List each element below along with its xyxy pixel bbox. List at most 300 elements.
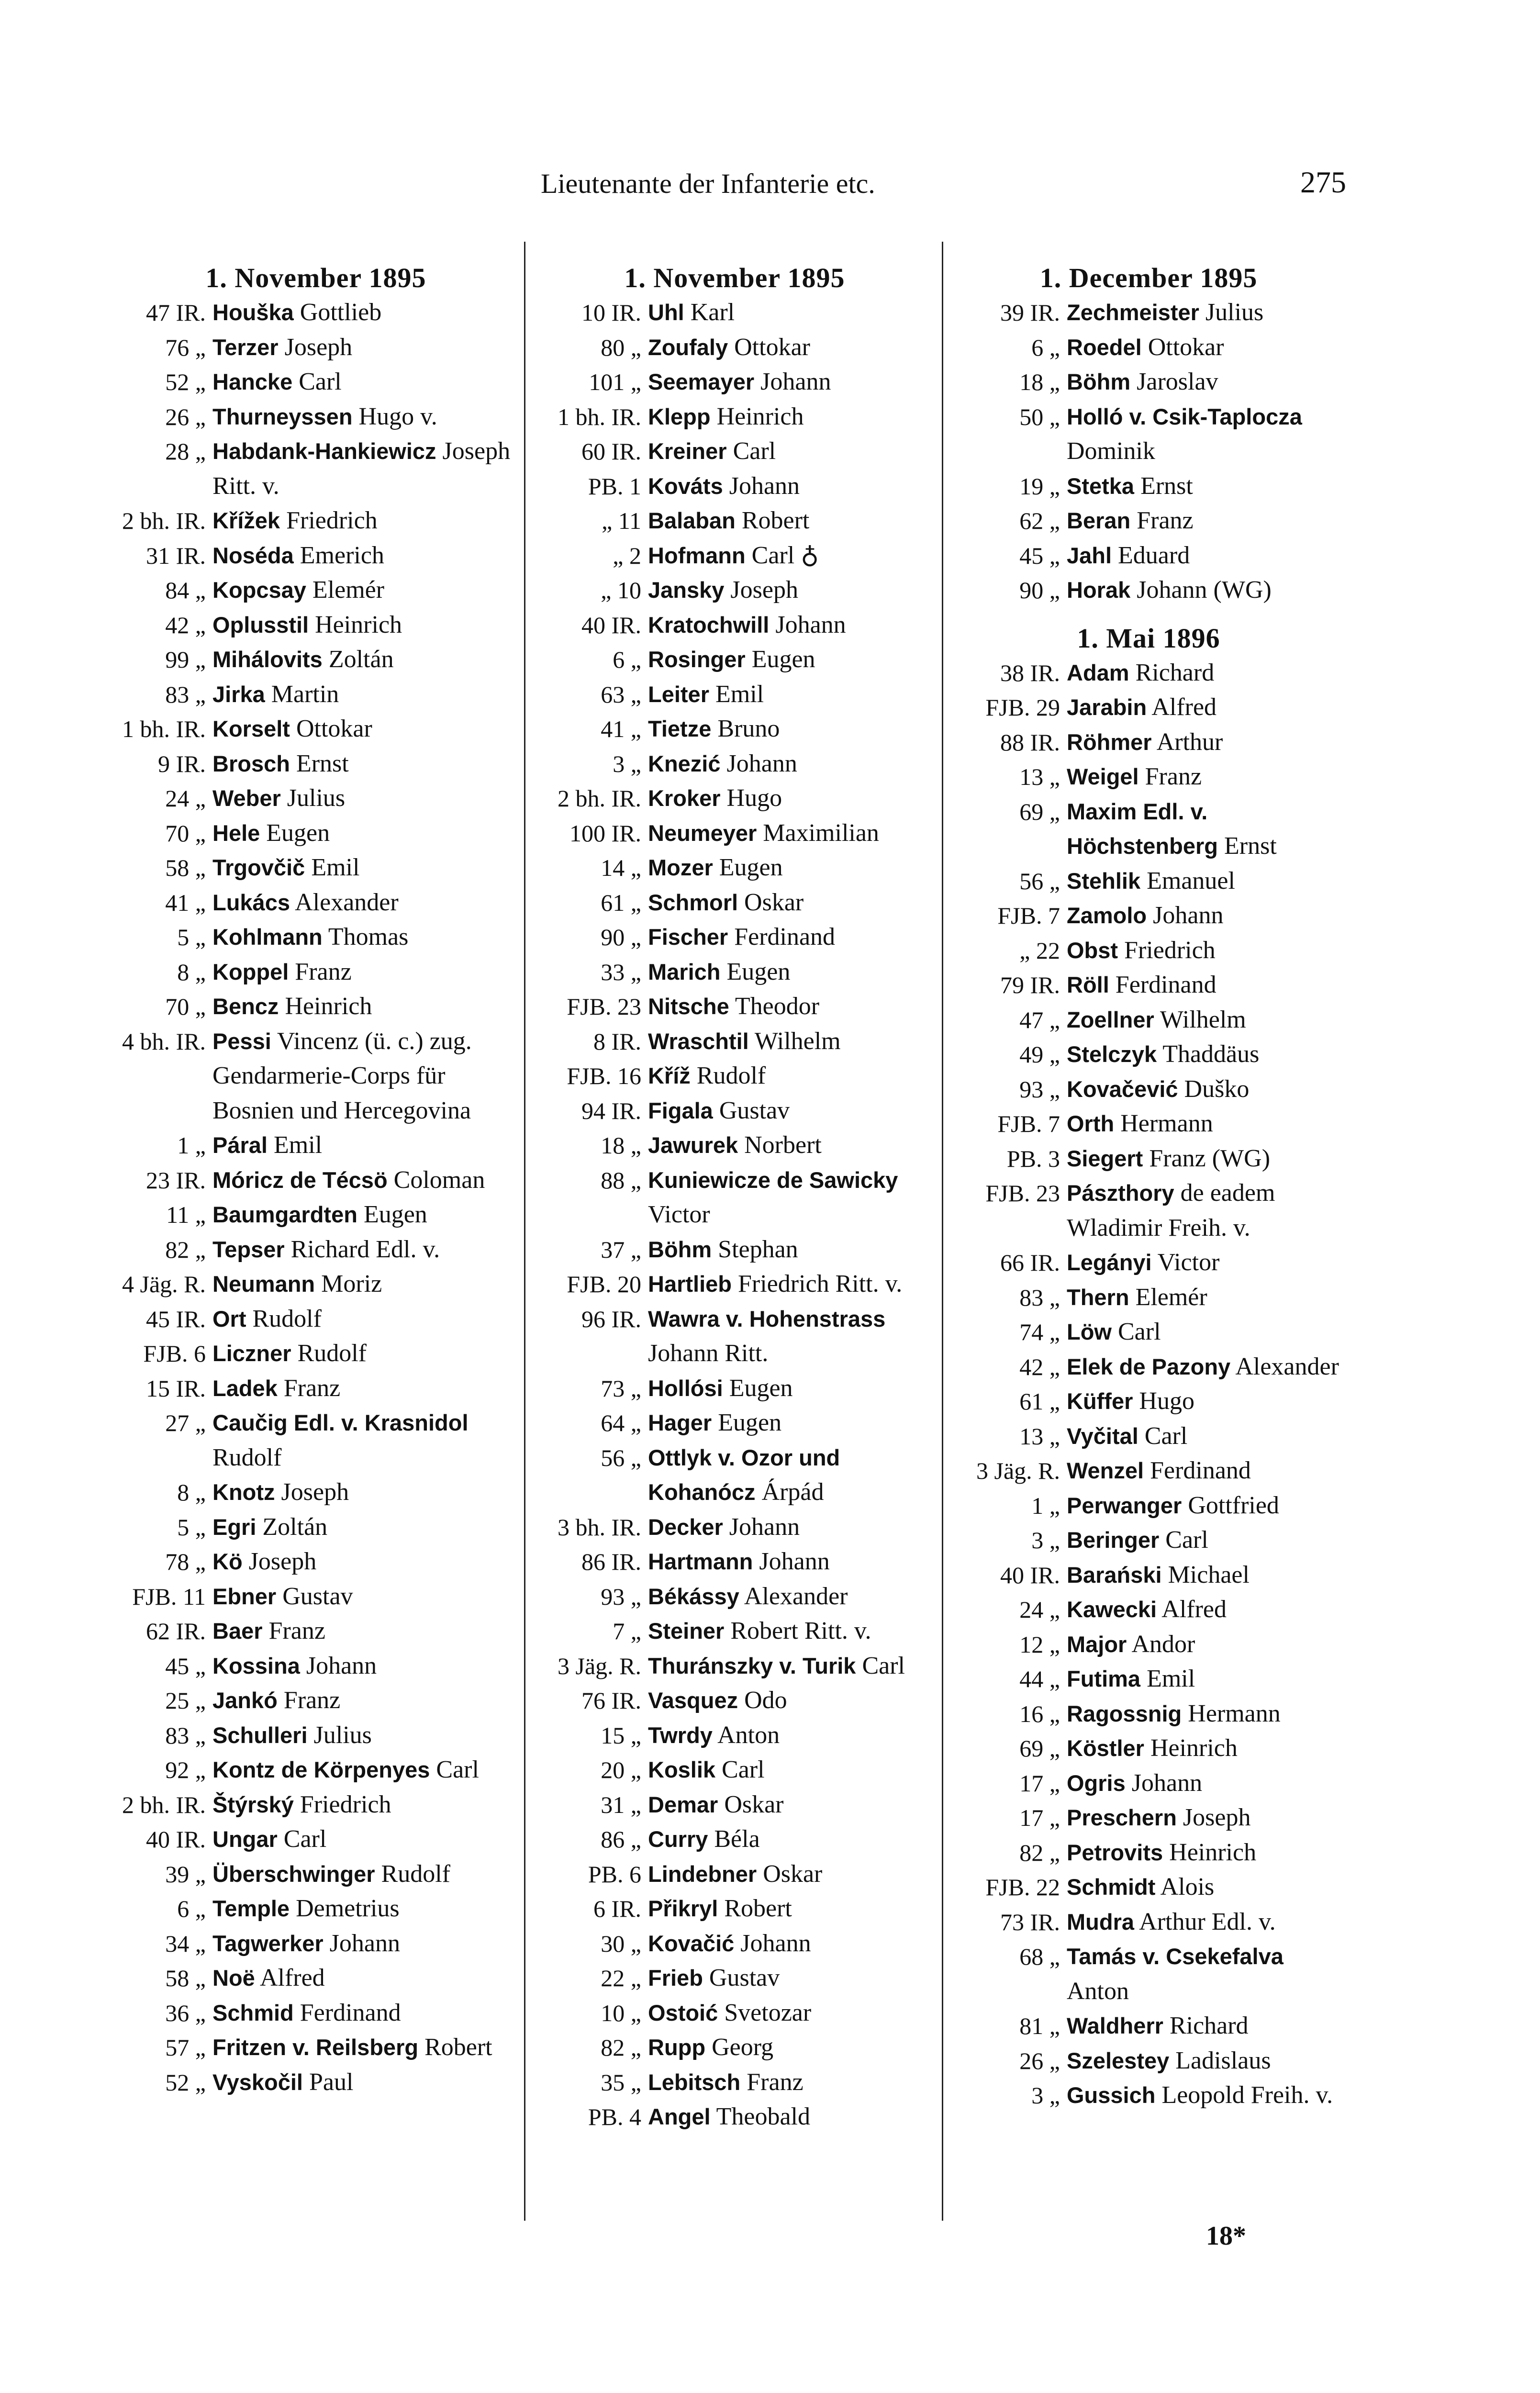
unit-number: 82 „ [1019, 1839, 1060, 1866]
list-item [950, 1697, 1347, 1732]
given-name: Zoltán [262, 1513, 328, 1541]
given-name: Ladislaus [1175, 2046, 1271, 2074]
unit-number: FJB. 11 [132, 1583, 206, 1610]
given-name: Carl [1165, 1526, 1208, 1554]
given-name: Anton [717, 1721, 780, 1749]
surname: Mihálovits [212, 647, 323, 672]
officer-name [1067, 1454, 1347, 1488]
list-item [531, 1406, 938, 1441]
given-name: Alfred [1161, 1596, 1227, 1623]
surname: Löw [1067, 1319, 1112, 1344]
officer-name [648, 1441, 938, 1510]
officer-name [1067, 1627, 1347, 1662]
unit-number: 52 „ [165, 369, 206, 395]
list-item [531, 1683, 938, 1718]
list-item [950, 1315, 1347, 1350]
surname: Egri [212, 1514, 257, 1540]
unit-number: 88 „ [601, 1166, 641, 1194]
given-name: Emanuel [1147, 867, 1235, 895]
given-name: Heinrich [285, 993, 372, 1020]
given-name: Johann [306, 1652, 377, 1679]
page-number: 275 [1300, 165, 1346, 199]
unit-number: 58 „ [165, 854, 206, 881]
surname: Tepser [212, 1236, 285, 1262]
surname: Liczner [212, 1341, 291, 1366]
officer-name [648, 1579, 938, 1614]
given-name: Bruno [717, 715, 780, 742]
surname: Marich [648, 959, 721, 984]
surname: Steiner [648, 1618, 725, 1644]
list-item [950, 1662, 1347, 1697]
given-name: Ernst [1140, 472, 1193, 500]
section-heading: 1. November 1895 [624, 262, 845, 293]
officer-name [648, 538, 938, 573]
unit-number: PB. 1 [588, 472, 641, 500]
surname: Kö [212, 1549, 243, 1574]
surname: Leiter [648, 681, 709, 707]
given-name: Eugen [719, 854, 783, 881]
given-name: Carl ♁ [751, 541, 819, 569]
unit-number: 7 „ [613, 1618, 641, 1644]
unit-number: 69 „ [1019, 798, 1060, 825]
unit-number: 40 IR. [1000, 1561, 1060, 1588]
given-name: Ferdinand [734, 923, 836, 950]
list-item [531, 1753, 938, 1788]
list-item [531, 2030, 938, 2065]
unit-number: 63 „ [601, 681, 641, 708]
given-name: Thomas [328, 923, 409, 950]
given-name: Johann Ritt. [648, 1340, 769, 1367]
unit-number: 1 bh. IR. [558, 403, 641, 430]
list-item [110, 434, 522, 503]
officer-name [1067, 400, 1347, 469]
surname: Schmorl [648, 889, 738, 915]
surname: Kratochwill [648, 612, 770, 637]
officer-name [212, 1857, 522, 1892]
unit-number: 57 „ [165, 2034, 206, 2061]
list-item [531, 434, 938, 469]
unit-number: 6 „ [1031, 334, 1060, 361]
surname: Obst [1067, 937, 1118, 963]
given-name: Rudolf [696, 1062, 766, 1089]
given-name: Heinrich [716, 403, 804, 430]
officer-name [648, 1059, 938, 1094]
officer-name [1067, 1384, 1347, 1419]
unit-number: 99 „ [165, 646, 206, 673]
given-name: Eugen [751, 646, 815, 673]
list-item [531, 1163, 938, 1232]
list-item [110, 538, 522, 573]
surname: Knezić [648, 750, 721, 776]
unit-number: 61 „ [601, 889, 641, 916]
list-item [110, 1753, 522, 1788]
officer-name [212, 295, 522, 330]
list-item [950, 1870, 1347, 1905]
officer-name [648, 434, 938, 469]
signature-mark: 18* [1206, 2221, 1246, 2251]
list-item [531, 1926, 938, 1961]
list-item [110, 1649, 522, 1684]
unit-number: 61 „ [1019, 1388, 1060, 1415]
given-name: Eugen [729, 1374, 793, 1402]
officer-name [1067, 2044, 1347, 2079]
surname: Siegert [1067, 1145, 1143, 1171]
given-name: Béla [714, 1825, 760, 1853]
given-name: Johann [760, 368, 831, 395]
given-name: Moriz [321, 1270, 382, 1297]
officer-name [648, 2065, 938, 2100]
unit-number: 44 „ [1019, 1666, 1060, 1692]
given-name: Hugo v. [358, 403, 437, 430]
unit-number: 22 „ [601, 1965, 641, 1991]
surname: Pászthory [1067, 1180, 1174, 1206]
given-name: Alexander [295, 888, 399, 916]
list-item [531, 885, 938, 920]
given-name: Joseph [281, 1478, 349, 1506]
surname: Baer [212, 1618, 263, 1644]
officer-name [1067, 725, 1347, 760]
officer-name [1067, 1800, 1347, 1835]
list-item [531, 1024, 938, 1059]
officer-name [648, 1926, 938, 1961]
officer-name [212, 747, 522, 782]
surname: Thuránszky v. Turik [648, 1653, 856, 1678]
given-name: Theobald [716, 2103, 810, 2130]
surname: Stelczyk [1067, 1041, 1157, 1067]
officer-name [648, 1996, 938, 2031]
officer-name [212, 1024, 522, 1129]
surname: Küffer [1067, 1388, 1133, 1414]
officer-name [212, 989, 522, 1024]
officer-name [1067, 503, 1347, 538]
officer-name [212, 1926, 522, 1961]
given-name: Leopold Freih. v. [1161, 2081, 1333, 2109]
officer-name [1067, 1905, 1347, 1940]
given-name: Theodor [735, 993, 820, 1020]
surname: Seemayer [648, 369, 755, 394]
officer-name [1067, 2009, 1347, 2044]
unit-number: 18 „ [1019, 369, 1060, 395]
officer-name [648, 1371, 938, 1406]
surname: Hele [212, 820, 260, 846]
list-item [531, 1788, 938, 1823]
surname: Tietze [648, 716, 712, 741]
given-name: de eadem Wladimir Freih. v. [1067, 1179, 1275, 1241]
officer-name [1067, 1835, 1347, 1870]
surname: Hancke [212, 369, 293, 394]
given-name: Johann [1131, 1769, 1203, 1797]
unit-number: 8 IR. [593, 1028, 641, 1055]
officer-name [1067, 1280, 1347, 1315]
list-item [950, 864, 1347, 899]
list-item [110, 920, 522, 955]
officer-name [212, 1788, 522, 1823]
unit-number: 50 „ [1019, 403, 1060, 430]
officer-name [648, 1510, 938, 1545]
unit-number: 45 IR. [146, 1305, 206, 1332]
surname: Böhm [648, 1236, 712, 1262]
list-item [531, 1371, 938, 1406]
given-name: Jaroslav [1137, 368, 1218, 395]
surname: Kováts [648, 473, 723, 499]
unit-number: 3 Jäg. R. [558, 1652, 641, 1679]
given-name: Eugen [363, 1201, 427, 1228]
list-item [110, 1718, 522, 1753]
surname: Horak [1067, 577, 1131, 603]
officer-name [212, 1718, 522, 1753]
unit-number: 2 bh. IR. [122, 1791, 206, 1818]
unit-number: 83 „ [165, 681, 206, 708]
officer-name [648, 2100, 938, 2135]
officer-name [212, 1614, 522, 1649]
unit-number: 31 „ [601, 1791, 641, 1818]
surname: Thurneyssen [212, 403, 353, 429]
surname: Elek de Pazony [1067, 1353, 1231, 1379]
unit-number: „ 11 [602, 507, 641, 534]
list-item [531, 608, 938, 643]
surname: Tagwerker [212, 1930, 324, 1956]
column-divider [942, 242, 943, 2221]
officer-name [212, 642, 522, 677]
list-item [531, 920, 938, 955]
list-item [110, 503, 522, 538]
given-name: Gustav [709, 1964, 780, 1991]
section-heading: 1. November 1895 [205, 262, 426, 293]
given-name: Arthur Edl. v. [1139, 1908, 1276, 1935]
list-item [950, 295, 1347, 330]
officer-name [212, 1232, 522, 1267]
officer-name [648, 400, 938, 435]
given-name: Arthur [1156, 728, 1223, 756]
surname: Vyskočil [212, 2069, 303, 2095]
given-name: Joseph [730, 576, 798, 604]
given-name: Georg [712, 2034, 774, 2061]
given-name: Zoltán [328, 646, 394, 673]
given-name: Johann [329, 1929, 400, 1957]
unit-number: 30 „ [601, 1930, 641, 1957]
officer-name [1067, 1245, 1347, 1280]
list-item [950, 1731, 1347, 1766]
list-item [950, 538, 1347, 573]
list-item [950, 1523, 1347, 1558]
surname: Perwanger [1067, 1492, 1182, 1518]
surname: Kovačić [648, 1930, 735, 1956]
surname: Schmidt [1067, 1874, 1156, 1900]
unit-number: 11 „ [166, 1201, 206, 1228]
officer-name [648, 1232, 938, 1267]
list-item [531, 503, 938, 538]
column-3 [950, 261, 1347, 2113]
unit-number: FJB. 7 [997, 902, 1060, 929]
given-name: Gustav [719, 1096, 790, 1124]
list-item [531, 469, 938, 504]
officer-name [1067, 2078, 1347, 2113]
surname: Fischer [648, 924, 728, 950]
unit-number: 66 IR. [1000, 1249, 1060, 1276]
officer-name [648, 989, 938, 1024]
given-name: Odo [744, 1687, 787, 1714]
unit-number: 3 „ [1031, 1527, 1060, 1554]
given-name: Wilhelm [1160, 1006, 1246, 1033]
surname: Ungar [212, 1826, 278, 1852]
surname: Lukács [212, 889, 290, 915]
officer-name [212, 330, 522, 365]
officer-name [212, 850, 522, 885]
given-name: Johann [740, 1929, 811, 1957]
unit-number: 31 IR. [146, 542, 206, 569]
officer-name [648, 1094, 938, 1129]
given-name: Richard [1135, 659, 1215, 686]
officer-name [648, 330, 938, 365]
surname: Ort [212, 1306, 246, 1331]
given-name: Emil [273, 1131, 323, 1159]
officer-name [212, 503, 522, 538]
list-item [110, 1336, 522, 1371]
list-item [950, 656, 1347, 691]
surname: Uhl [648, 300, 684, 325]
list-item [110, 885, 522, 920]
given-name: Gustav [282, 1582, 353, 1610]
unit-number: 36 „ [165, 1999, 206, 2026]
surname: Křížek [212, 508, 280, 533]
unit-number: FJB. 23 [985, 1180, 1060, 1207]
officer-name [212, 920, 522, 955]
list-item [110, 989, 522, 1024]
list-item [110, 781, 522, 816]
unit-number: 86 IR. [581, 1548, 641, 1575]
unit-number: 37 „ [601, 1236, 641, 1263]
given-name: Carl [722, 1756, 765, 1783]
list-item [110, 1614, 522, 1649]
officer-name [212, 365, 522, 400]
unit-number: 90 „ [1019, 577, 1060, 604]
surname: Kuniewicze de Sawicky [648, 1167, 898, 1193]
officer-name [1067, 469, 1347, 504]
unit-number: 15 „ [601, 1722, 641, 1749]
given-name: Eugen [718, 1409, 782, 1436]
given-name: Joseph [1183, 1804, 1251, 1831]
officer-name [648, 1128, 938, 1163]
list-item [531, 1857, 938, 1892]
officer-name [648, 1788, 938, 1823]
given-name: Andor [1131, 1630, 1195, 1658]
list-item [950, 760, 1347, 794]
surname: Koppel [212, 959, 289, 984]
list-item [531, 538, 938, 573]
surname: Stetka [1067, 473, 1135, 499]
given-name: Johann [759, 1548, 830, 1575]
surname: Terzer [212, 334, 279, 360]
surname: Weber [212, 785, 281, 811]
officer-name [212, 1649, 522, 1684]
officer-name [648, 1267, 938, 1302]
given-name: Alexander [1235, 1353, 1339, 1380]
officer-name [648, 1024, 938, 1059]
surname: Schmid [212, 2000, 294, 2025]
unit-number: 5 „ [177, 1513, 206, 1541]
given-name: Carl [299, 368, 342, 395]
officer-name [1067, 656, 1347, 691]
unit-number: 73 „ [601, 1375, 641, 1402]
officer-name [1067, 1350, 1347, 1385]
officer-name [1067, 1141, 1347, 1176]
officer-name [648, 295, 938, 330]
list-item [110, 1683, 522, 1718]
surname: Zechmeister [1067, 300, 1199, 325]
given-name: Johann [729, 1513, 800, 1541]
unit-number: 83 „ [165, 1722, 206, 1749]
surname: Fritzen v. Reilsberg [212, 2035, 419, 2060]
surname: Stehlik [1067, 868, 1141, 894]
officer-name [648, 712, 938, 747]
unit-number: 49 „ [1019, 1041, 1060, 1068]
list-item [110, 1857, 522, 1892]
unit-number: 96 IR. [581, 1305, 641, 1332]
surname: Pessi [212, 1028, 271, 1054]
given-name: Emil [311, 854, 360, 881]
surname: Ragossnig [1067, 1700, 1182, 1726]
list-item [950, 725, 1347, 760]
officer-name [648, 1406, 938, 1441]
list-item [110, 955, 522, 990]
surname: Curry [648, 1826, 708, 1852]
given-name: Franz [283, 1374, 341, 1402]
surname: Trgovčič [212, 855, 305, 880]
unit-number: 17 „ [1019, 1769, 1060, 1797]
given-name: Oskar [724, 1790, 784, 1818]
officer-name [1067, 1003, 1347, 1038]
officer-name [1067, 1419, 1347, 1454]
list-item [531, 781, 938, 816]
list-item [531, 989, 938, 1024]
unit-number: 6 „ [177, 1895, 206, 1922]
officer-name [212, 2065, 522, 2100]
list-item [110, 1510, 522, 1545]
list-item [950, 1107, 1347, 1141]
officer-name [648, 816, 938, 851]
unit-number: 4 Jäg. R. [122, 1271, 206, 1297]
list-item [110, 712, 522, 747]
officer-name [212, 1544, 522, 1579]
given-name: Emil [715, 680, 764, 708]
given-name: Rudolf [381, 1860, 450, 1888]
officer-name [1067, 1072, 1347, 1107]
list-item [110, 400, 522, 435]
unit-number: 10 „ [601, 1999, 641, 2026]
list-item [110, 1197, 522, 1232]
surname: Thern [1067, 1284, 1129, 1310]
unit-number: 101 „ [589, 369, 641, 395]
list-item [531, 1649, 938, 1684]
officer-name [1067, 1766, 1347, 1801]
given-name: Maximilian [763, 819, 879, 847]
unit-number: 38 IR. [1000, 659, 1060, 686]
officer-name [1067, 864, 1347, 899]
given-name: Oskar [744, 888, 804, 916]
unit-number: 33 „ [601, 958, 641, 985]
surname: Barański [1067, 1562, 1162, 1588]
unit-number: 84 „ [165, 577, 206, 604]
unit-number: 42 „ [1019, 1353, 1060, 1380]
given-name: Eugen [726, 958, 791, 985]
unit-number: 45 „ [165, 1652, 206, 1679]
officer-name [648, 642, 938, 677]
surname: Kovačević [1067, 1076, 1178, 1102]
surname: Jirka [212, 681, 265, 707]
list-item [950, 1558, 1347, 1593]
officer-name [212, 1996, 522, 2031]
unit-number: 8 „ [177, 958, 206, 985]
